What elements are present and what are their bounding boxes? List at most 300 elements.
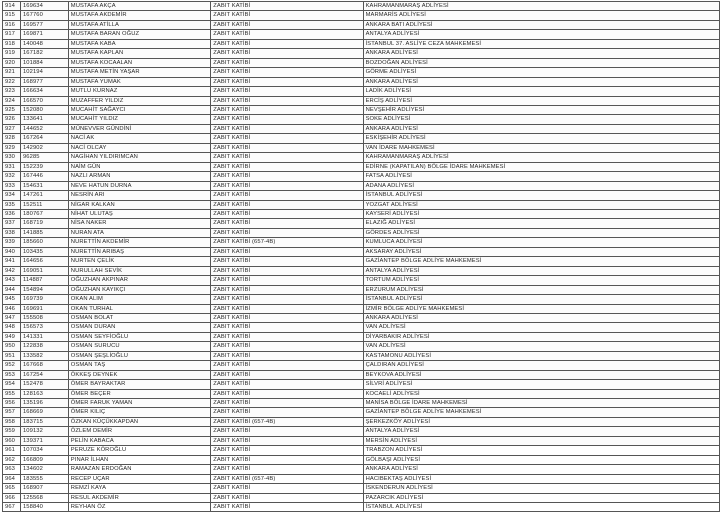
table-row: [3, 68, 720, 77]
institution-cell: ANKARA ADLİYESİ: [363, 313, 719, 322]
title-cell: ZABIT KATİBİ: [211, 332, 363, 341]
institution-cell: KOCAELİ ADLİYESİ: [363, 389, 719, 398]
institution-cell: ANKARA ADLİYESİ: [363, 49, 719, 58]
registry-number-cell: 156573: [20, 323, 68, 332]
table-row: [3, 257, 720, 266]
title-cell: ZABIT KATİBİ (657-4B): [211, 417, 363, 426]
full-name-cell: MUSTAFA ATİLLA: [68, 20, 210, 29]
table-row: [3, 162, 720, 171]
full-name-cell: OKAN TURHAL: [68, 304, 210, 313]
registry-number-cell: 183715: [20, 417, 68, 426]
title-cell: ZABIT KATİBİ: [211, 153, 363, 162]
title-cell: ZABIT KATİBİ (657-4B): [211, 474, 363, 483]
table-row: [3, 323, 720, 332]
table-row: [3, 436, 720, 445]
registry-number-cell: 168669: [20, 408, 68, 417]
institution-cell: İSTANBUL 37. ASLİYE CEZA MAHKEMESİ: [363, 39, 719, 48]
registry-number-cell: 185660: [20, 238, 68, 247]
full-name-cell: ÖKKEŞ DEYNEK: [68, 370, 210, 379]
row-number-cell: 963: [3, 465, 21, 474]
institution-cell: GÖLBAŞI ADLİYESİ: [363, 455, 719, 464]
institution-cell: FATSA ADLİYESİ: [363, 172, 719, 181]
table-row: [3, 153, 720, 162]
institution-cell: GÖRDES ADLİYESİ: [363, 228, 719, 237]
full-name-cell: OSMAN DURAN: [68, 323, 210, 332]
full-name-cell: MUSTAFA YUMAK: [68, 77, 210, 86]
table-row: [3, 87, 720, 96]
full-name-cell: ÖMER FARUK YAMAN: [68, 399, 210, 408]
full-name-cell: MUCAHİT SAĞAYCI: [68, 105, 210, 114]
table-row: [3, 20, 720, 29]
full-name-cell: NURTEN ÇELİK: [68, 257, 210, 266]
table-row: [3, 49, 720, 58]
title-cell: ZABIT KATİBİ: [211, 285, 363, 294]
registry-number-cell: 142902: [20, 143, 68, 152]
title-cell: ZABIT KATİBİ: [211, 134, 363, 143]
table-row: [3, 228, 720, 237]
personnel-table: [2, 1, 720, 512]
row-number-cell: 959: [3, 427, 21, 436]
title-cell: ZABIT KATİBİ: [211, 361, 363, 370]
registry-number-cell: 109132: [20, 427, 68, 436]
institution-cell: BEYKOVA ADLİYESİ: [363, 370, 719, 379]
row-number-cell: 962: [3, 455, 21, 464]
full-name-cell: MUSTAFA KAPLAN: [68, 49, 210, 58]
row-number-cell: 923: [3, 87, 21, 96]
registry-number-cell: 144652: [20, 124, 68, 133]
table-row: [3, 105, 720, 114]
row-number-cell: 926: [3, 115, 21, 124]
institution-cell: EDİRNE (KAPATILAN) BÖLGE İDARE MAHKEMESİ: [363, 162, 719, 171]
registry-number-cell: 147261: [20, 191, 68, 200]
institution-cell: ANTALYA ADLİYESİ: [363, 427, 719, 436]
title-cell: ZABIT KATİBİ: [211, 389, 363, 398]
institution-cell: ANKARA BATI ADLİYESİ: [363, 20, 719, 29]
full-name-cell: OSMAN BOLAT: [68, 313, 210, 322]
full-name-cell: ÖMER BEÇER: [68, 389, 210, 398]
full-name-cell: MUSTAFA BARAN OĞUZ: [68, 30, 210, 39]
title-cell: ZABIT KATİBİ: [211, 58, 363, 67]
row-number-cell: 939: [3, 238, 21, 247]
title-cell: ZABIT KATİBİ: [211, 115, 363, 124]
full-name-cell: OĞUZHAN AKPINAR: [68, 276, 210, 285]
title-cell: ZABIT KATİBİ: [211, 436, 363, 445]
table-row: [3, 455, 720, 464]
row-number-cell: 927: [3, 124, 21, 133]
table-row: [3, 370, 720, 379]
title-cell: ZABIT KATİBİ: [211, 465, 363, 474]
row-number-cell: 925: [3, 105, 21, 114]
institution-cell: KAYSERİ ADLİYESİ: [363, 209, 719, 218]
institution-cell: GAZİANTEP BÖLGE ADLİYE MAHKEMESİ: [363, 257, 719, 266]
full-name-cell: MUSTAFA AKÇA: [68, 2, 210, 11]
row-number-cell: 964: [3, 474, 21, 483]
title-cell: ZABIT KATİBİ: [211, 304, 363, 313]
full-name-cell: ÖMER BAYRAKTAR: [68, 380, 210, 389]
institution-cell: ADANA ADLİYESİ: [363, 181, 719, 190]
title-cell: ZABIT KATİBİ: [211, 295, 363, 304]
full-name-cell: MUSTAFA KABA: [68, 39, 210, 48]
registry-number-cell: 154894: [20, 285, 68, 294]
full-name-cell: NİGAR KALKAN: [68, 200, 210, 209]
row-number-cell: 943: [3, 276, 21, 285]
title-cell: ZABIT KATİBİ: [211, 77, 363, 86]
title-cell: ZABIT KATİBİ: [211, 257, 363, 266]
registry-number-cell: 169871: [20, 30, 68, 39]
institution-cell: GAZİANTEP BÖLGE ADLİYE MAHKEMESİ: [363, 408, 719, 417]
title-cell: ZABIT KATİBİ: [211, 427, 363, 436]
full-name-cell: NAİM GÜN: [68, 162, 210, 171]
full-name-cell: OSMAN TAŞ: [68, 361, 210, 370]
registry-number-cell: 183555: [20, 474, 68, 483]
institution-cell: ANTALYA ADLİYESİ: [363, 266, 719, 275]
title-cell: ZABIT KATİBİ: [211, 191, 363, 200]
table-row: [3, 124, 720, 133]
table-row: [3, 39, 720, 48]
table-row: [3, 209, 720, 218]
registry-number-cell: 133582: [20, 351, 68, 360]
row-number-cell: 914: [3, 2, 21, 11]
registry-number-cell: 164656: [20, 257, 68, 266]
institution-cell: LADİK ADLİYESİ: [363, 87, 719, 96]
table-row: [3, 30, 720, 39]
institution-cell: ERZURUM ADLİYESİ: [363, 285, 719, 294]
institution-cell: DİYARBAKIR ADLİYESİ: [363, 332, 719, 341]
registry-number-cell: 169634: [20, 2, 68, 11]
row-number-cell: 924: [3, 96, 21, 105]
registry-number-cell: 152239: [20, 162, 68, 171]
table-row: [3, 134, 720, 143]
row-number-cell: 948: [3, 323, 21, 332]
row-number-cell: 951: [3, 351, 21, 360]
full-name-cell: NEVE HATUN DURNA: [68, 181, 210, 190]
institution-cell: ESKİŞEHİR ADLİYESİ: [363, 134, 719, 143]
full-name-cell: MUSTAFA METİN YAŞAR: [68, 68, 210, 77]
full-name-cell: NAGİHAN YILDIRIMCAN: [68, 153, 210, 162]
table-row: [3, 361, 720, 370]
title-cell: ZABIT KATİBİ: [211, 351, 363, 360]
table-row: [3, 351, 720, 360]
row-number-cell: 960: [3, 436, 21, 445]
full-name-cell: REYHAN ÖZ: [68, 503, 210, 512]
registry-number-cell: 167182: [20, 49, 68, 58]
registry-number-cell: 169577: [20, 20, 68, 29]
full-name-cell: NİHAT ULUTAŞ: [68, 209, 210, 218]
row-number-cell: 922: [3, 77, 21, 86]
title-cell: ZABIT KATİBİ: [211, 493, 363, 502]
row-number-cell: 933: [3, 181, 21, 190]
row-number-cell: 937: [3, 219, 21, 228]
full-name-cell: NURETTİN ARIBAŞ: [68, 247, 210, 256]
title-cell: ZABIT KATİBİ: [211, 408, 363, 417]
table-row: [3, 342, 720, 351]
row-number-cell: 967: [3, 503, 21, 512]
institution-cell: İSTANBUL ADLİYESİ: [363, 191, 719, 200]
row-number-cell: 934: [3, 191, 21, 200]
full-name-cell: ÖMER KILIÇ: [68, 408, 210, 417]
institution-cell: ERCİŞ ADLİYESİ: [363, 96, 719, 105]
table-row: [3, 276, 720, 285]
full-name-cell: OSMAN ŞEŞLİOĞLU: [68, 351, 210, 360]
table-row: [3, 181, 720, 190]
title-cell: ZABIT KATİBİ: [211, 39, 363, 48]
title-cell: ZABIT KATİBİ: [211, 380, 363, 389]
full-name-cell: MUZAFFER YILDIZ: [68, 96, 210, 105]
row-number-cell: 966: [3, 493, 21, 502]
table-row: [3, 380, 720, 389]
row-number-cell: 935: [3, 200, 21, 209]
table-row: [3, 408, 720, 417]
institution-cell: NEVŞEHİR ADLİYESİ: [363, 105, 719, 114]
institution-cell: PAZARCIK ADLİYESİ: [363, 493, 719, 502]
institution-cell: HACIBEKTAŞ ADLİYESİ: [363, 474, 719, 483]
full-name-cell: ÖZKAN KÜÇÜKKAPDAN: [68, 417, 210, 426]
table-row: [3, 465, 720, 474]
title-cell: ZABIT KATİBİ: [211, 49, 363, 58]
registry-number-cell: 141331: [20, 332, 68, 341]
row-number-cell: 945: [3, 295, 21, 304]
row-number-cell: 920: [3, 58, 21, 67]
title-cell: ZABIT KATİBİ: [211, 370, 363, 379]
registry-number-cell: 152080: [20, 105, 68, 114]
title-cell: ZABIT KATİBİ: [211, 503, 363, 512]
title-cell: ZABIT KATİBİ: [211, 143, 363, 152]
table-row: [3, 304, 720, 313]
full-name-cell: PERUZE KÖROĞLU: [68, 446, 210, 455]
table-row: [3, 191, 720, 200]
title-cell: ZABIT KATİBİ: [211, 96, 363, 105]
registry-number-cell: 166570: [20, 96, 68, 105]
table-body: [3, 2, 720, 512]
table-row: [3, 143, 720, 152]
title-cell: ZABIT KATİBİ: [211, 247, 363, 256]
institution-cell: KAHRAMANMARAŞ ADLİYESİ: [363, 153, 719, 162]
institution-cell: BOZDOĞAN ADLİYESİ: [363, 58, 719, 67]
row-number-cell: 957: [3, 408, 21, 417]
registry-number-cell: 128163: [20, 389, 68, 398]
table-row: [3, 2, 720, 11]
registry-number-cell: 101884: [20, 58, 68, 67]
institution-cell: ANKARA ADLİYESİ: [363, 77, 719, 86]
title-cell: ZABIT KATİBİ: [211, 228, 363, 237]
institution-cell: MERSİN ADLİYESİ: [363, 436, 719, 445]
registry-number-cell: 167264: [20, 134, 68, 143]
institution-cell: TORTUM ADLİYESİ: [363, 276, 719, 285]
registry-number-cell: 133641: [20, 115, 68, 124]
title-cell: ZABIT KATİBİ: [211, 162, 363, 171]
table-row: [3, 115, 720, 124]
title-cell: ZABIT KATİBİ: [211, 181, 363, 190]
title-cell: ZABIT KATİBİ: [211, 484, 363, 493]
full-name-cell: NACİ OLCAY: [68, 143, 210, 152]
institution-cell: YOZGAT ADLİYESİ: [363, 200, 719, 209]
title-cell: ZABIT KATİBİ: [211, 30, 363, 39]
table-row: [3, 313, 720, 322]
title-cell: ZABIT KATİBİ: [211, 219, 363, 228]
institution-cell: ANTALYA ADLİYESİ: [363, 30, 719, 39]
institution-cell: MANİSA BÖLGE İDARE MAHKEMESİ: [363, 399, 719, 408]
title-cell: ZABIT KATİBİ: [211, 172, 363, 181]
row-number-cell: 946: [3, 304, 21, 313]
title-cell: ZABIT KATİBİ: [211, 124, 363, 133]
registry-number-cell: 154631: [20, 181, 68, 190]
registry-number-cell: 167760: [20, 11, 68, 20]
row-number-cell: 942: [3, 266, 21, 275]
title-cell: ZABIT KATİBİ: [211, 11, 363, 20]
table-row: [3, 295, 720, 304]
registry-number-cell: 125568: [20, 493, 68, 502]
registry-number-cell: 155508: [20, 313, 68, 322]
row-number-cell: 919: [3, 49, 21, 58]
institution-cell: KASTAMONU ADLİYESİ: [363, 351, 719, 360]
title-cell: ZABIT KATİBİ: [211, 68, 363, 77]
row-number-cell: 958: [3, 417, 21, 426]
institution-cell: MARMARİS ADLİYESİ: [363, 11, 719, 20]
table-row: [3, 58, 720, 67]
full-name-cell: MUSTAFA KOCAALAN: [68, 58, 210, 67]
institution-cell: VAN ADLİYESİ: [363, 342, 719, 351]
registry-number-cell: 169739: [20, 295, 68, 304]
table-row: [3, 484, 720, 493]
row-number-cell: 956: [3, 399, 21, 408]
registry-number-cell: 114887: [20, 276, 68, 285]
table-row: [3, 399, 720, 408]
row-number-cell: 917: [3, 30, 21, 39]
table-row: [3, 417, 720, 426]
row-number-cell: 955: [3, 389, 21, 398]
full-name-cell: MUCAHİT YILDIZ: [68, 115, 210, 124]
row-number-cell: 921: [3, 68, 21, 77]
title-cell: ZABIT KATİBİ: [211, 20, 363, 29]
row-number-cell: 931: [3, 162, 21, 171]
row-number-cell: 932: [3, 172, 21, 181]
registry-number-cell: 152511: [20, 200, 68, 209]
title-cell: ZABIT KATİBİ: [211, 209, 363, 218]
full-name-cell: OSMAN SURUCU: [68, 342, 210, 351]
row-number-cell: 949: [3, 332, 21, 341]
title-cell: ZABIT KATİBİ (657-4B): [211, 238, 363, 247]
full-name-cell: NESRİN ARI: [68, 191, 210, 200]
institution-cell: İZMİR BÖLGE ADLİYE MAHKEMESİ: [363, 304, 719, 313]
row-number-cell: 944: [3, 285, 21, 294]
row-number-cell: 918: [3, 39, 21, 48]
institution-cell: GÖRME ADLİYESİ: [363, 68, 719, 77]
registry-number-cell: 166809: [20, 455, 68, 464]
institution-cell: VAN İDARE MAHKEMESİ: [363, 143, 719, 152]
row-number-cell: 916: [3, 20, 21, 29]
registry-number-cell: 107034: [20, 446, 68, 455]
table-row: [3, 219, 720, 228]
registry-number-cell: 169051: [20, 266, 68, 275]
registry-number-cell: 134602: [20, 465, 68, 474]
table-row: [3, 11, 720, 20]
full-name-cell: NAZLI ARMAN: [68, 172, 210, 181]
full-name-cell: MUTLU KURNAZ: [68, 87, 210, 96]
full-name-cell: NURAN ATA: [68, 228, 210, 237]
institution-cell: ELAZIĞ ADLİYESİ: [363, 219, 719, 228]
title-cell: ZABIT KATİBİ: [211, 266, 363, 275]
row-number-cell: 961: [3, 446, 21, 455]
title-cell: ZABIT KATİBİ: [211, 2, 363, 11]
registry-number-cell: 152478: [20, 380, 68, 389]
row-number-cell: 953: [3, 370, 21, 379]
row-number-cell: 940: [3, 247, 21, 256]
full-name-cell: NURULLAH SEVİK: [68, 266, 210, 275]
title-cell: ZABIT KATİBİ: [211, 105, 363, 114]
registry-number-cell: 96285: [20, 153, 68, 162]
full-name-cell: MÜNEVVER GÜNDİNİ: [68, 124, 210, 133]
row-number-cell: 929: [3, 143, 21, 152]
table-row: [3, 332, 720, 341]
table-row: [3, 172, 720, 181]
row-number-cell: 952: [3, 361, 21, 370]
title-cell: ZABIT KATİBİ: [211, 446, 363, 455]
registry-number-cell: 140048: [20, 39, 68, 48]
full-name-cell: REMZİ KAYA: [68, 484, 210, 493]
registry-number-cell: 169691: [20, 304, 68, 313]
institution-cell: ŞERKEZKÖY ADLİYESİ: [363, 417, 719, 426]
table-row: [3, 474, 720, 483]
table-row: [3, 266, 720, 275]
table-row: [3, 446, 720, 455]
full-name-cell: NACİ AK: [68, 134, 210, 143]
institution-cell: İSKENDERUN ADLİYESİ: [363, 484, 719, 493]
table-row: [3, 427, 720, 436]
title-cell: ZABIT KATİBİ: [211, 276, 363, 285]
registry-number-cell: 122838: [20, 342, 68, 351]
title-cell: ZABIT KATİBİ: [211, 342, 363, 351]
full-name-cell: NİSA NAKER: [68, 219, 210, 228]
registry-number-cell: 168907: [20, 484, 68, 493]
institution-cell: SOKE ADLİYESİ: [363, 115, 719, 124]
full-name-cell: RESUL AKDEMİR: [68, 493, 210, 502]
institution-cell: ÇALDIRAN ADLİYESİ: [363, 361, 719, 370]
title-cell: ZABIT KATİBİ: [211, 455, 363, 464]
title-cell: ZABIT KATİBİ: [211, 87, 363, 96]
title-cell: ZABIT KATİBİ: [211, 323, 363, 332]
row-number-cell: 941: [3, 257, 21, 266]
row-number-cell: 965: [3, 484, 21, 493]
institution-cell: AKSARAY ADLİYESİ: [363, 247, 719, 256]
registry-number-cell: 168977: [20, 77, 68, 86]
institution-cell: KUMLUCA ADLİYESİ: [363, 238, 719, 247]
registry-number-cell: 135196: [20, 399, 68, 408]
full-name-cell: PINAR İLHAN: [68, 455, 210, 464]
table-row: [3, 238, 720, 247]
registry-number-cell: 180767: [20, 209, 68, 218]
full-name-cell: OĞUZHAN KAYIKÇI: [68, 285, 210, 294]
title-cell: ZABIT KATİBİ: [211, 399, 363, 408]
table-row: [3, 493, 720, 502]
institution-cell: İSTANBUL ADLİYESİ: [363, 503, 719, 512]
full-name-cell: PELİN KABACA: [68, 436, 210, 445]
registry-number-cell: 141885: [20, 228, 68, 237]
row-number-cell: 936: [3, 209, 21, 218]
title-cell: ZABIT KATİBİ: [211, 313, 363, 322]
table-row: [3, 77, 720, 86]
table-row: [3, 96, 720, 105]
institution-cell: İSTANBUL ADLİYESİ: [363, 295, 719, 304]
title-cell: ZABIT KATİBİ: [211, 200, 363, 209]
table-row: [3, 200, 720, 209]
full-name-cell: ÖZLEM DEMİR: [68, 427, 210, 436]
row-number-cell: 950: [3, 342, 21, 351]
registry-number-cell: 167668: [20, 361, 68, 370]
row-number-cell: 938: [3, 228, 21, 237]
table-row: [3, 389, 720, 398]
table-row: [3, 285, 720, 294]
table-row: [3, 247, 720, 256]
